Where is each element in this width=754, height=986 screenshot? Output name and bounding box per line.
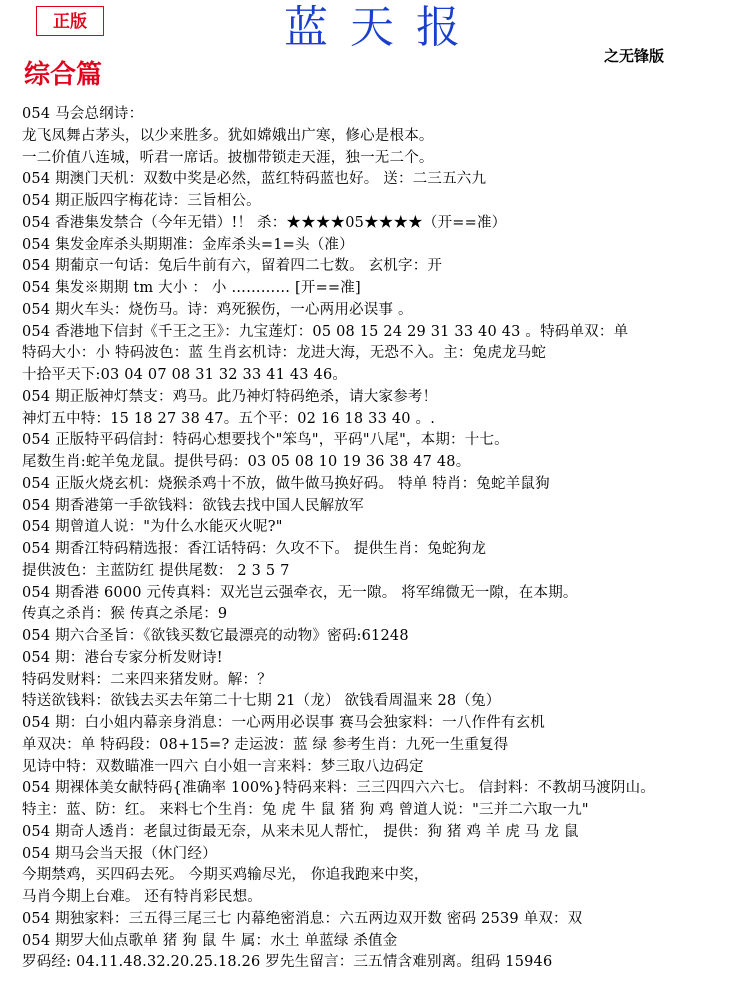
text-line: 特码大小：小 特码波色：蓝 生肖玄机诗：龙进大海，无恐不入。主：兔虎龙马蛇	[22, 345, 547, 362]
authentic-badge: 正版	[36, 6, 104, 36]
text-line: 054 期罗大仙点歌单 猪 狗 鼠 牛 属：水土 单蓝绿 杀值金	[22, 932, 398, 949]
text-line: 一二价值八连城，听君一席话。披枷带锁走天涯，独一无二个。	[22, 149, 434, 166]
text-line: 054 期澳门天机：双数中奖是必然，蓝红特码蓝也好。 送：二三五六九	[22, 171, 487, 188]
newspaper-title: 蓝天报	[284, 2, 482, 53]
text-line: 马肖今期上台难。 还有特肖彩民想。	[22, 889, 263, 905]
text-line: 神灯五中特：15 18 27 38 47。五个平：02 16 18 33 40 。.	[22, 410, 435, 427]
section-heading: 综合篇	[24, 60, 103, 90]
text-line: 054 集发※期期 tm 大小 ： 小 ………… [开==准]	[22, 280, 361, 296]
text-line: 十拾平天下:03 04 07 08 31 32 33 41 43 46。	[22, 367, 348, 383]
text-line: 054 期正版四字梅花诗：三旨相公。	[22, 193, 261, 209]
text-line: 054 正版火烧玄机：烧猴杀鸡十不放，做牛做马换好码。 特单 特肖：兔蛇羊鼠狗	[22, 475, 550, 492]
text-line: 054 期曾道人说："为什么水能灭火呢?"	[22, 519, 283, 536]
text-line: 054 期火车头：烧伤马。诗：鸡死猴伤，一心两用必误事 。	[22, 301, 413, 318]
text-line: 054 期奇人透肖：老鼠过街最无奈，从来未见人帮忙， 提供：狗 猪 鸡 羊 虎 马 龙 鼠	[22, 823, 579, 840]
text-line: 提供波色：主蓝防红 提供尾数： 2 3 5 7	[22, 562, 290, 579]
article-body	[22, 104, 750, 974]
text-line: 054 正版特平码信封：特码心想要找个"笨鸟"，平码"八尾"，本期：十七。	[22, 432, 509, 449]
text-line: 传真之杀肖：猴 传真之杀尾：9	[22, 606, 228, 623]
text-line: 054 期：港台专家分析发财诗!	[22, 649, 223, 666]
text-line: 054 期：白小姐内幕亲身消息：一心两用必误事 赛马会独家料：一八作件有玄机	[22, 715, 545, 731]
text-line: 054 期香江特码精选报：香江话特码：久攻不下。 提供生肖：兔蛇狗龙	[22, 541, 487, 557]
text-line: 054 期正版神灯禁支：鸡马。此乃神灯特码绝杀，请大家参考！	[22, 388, 438, 405]
text-line: 今期禁鸡，买四码去死。 今期买鸡输尽光， 你追我跑来中奖，	[22, 867, 429, 884]
text-line: 龙飞凤舞占茅头，以少来胜多。犹如嫦娥出广寒，修心是根本。	[22, 127, 434, 144]
text-line: 特主：蓝、防：红。 来料七个生肖：兔 虎 牛 鼠 猪 狗 鸡 曾道人说："三并二六取一九"	[22, 802, 589, 818]
text-line: 054 期香港第一手欲钱料：欲钱去找中国人民解放军	[22, 497, 364, 514]
text-line: 054 期六合圣旨：《欲钱买数它最漂亮的动物》密码:61248	[22, 628, 409, 644]
edition-label: 之无锋版	[604, 47, 665, 65]
text-line: 单双决：单 特码段：08+15=? 走运波：蓝 绿 参考生肖：九死一生重复得	[22, 736, 509, 753]
text-line: 尾数生肖:蛇羊兔龙鼠。提供号码：03 05 08 10 19 36 38 47 48。	[22, 454, 471, 470]
text-line: 见诗中特：双数瞄准一四六 白小姐一言来料：梦三取八边码定	[22, 758, 424, 775]
text-line: 特送欲钱料：欲钱去买去年第二十七期 21（龙） 欲钱看周温来 28（兔）	[22, 693, 501, 710]
text-line: 054 期香港 6000 元传真料：双光岂云强牵衣，无一隙。 将军绵微无一隙，在本期。	[22, 584, 578, 601]
text-line: 054 马会总纲诗：	[22, 106, 144, 122]
text-line: 054 期裸体美女献特码{准确率 100%}特码来料：三三四四六六七。 信封料：不教胡马渡阴山。	[22, 780, 656, 797]
text-line: 罗码经: 04.11.48.32.20.25.18.26 罗先生留言：三五情含难别离。组码 15946	[22, 954, 553, 971]
text-line: 特码发财料：二来四来猪发财。解：？	[22, 671, 272, 688]
text-line: 054 香港集发禁合（今年无错）!！ 杀：★★★★05★★★★（开==准）	[22, 214, 507, 231]
text-line: 054 期葡京一句话：兔后牛前有六，留着四二七数。 玄机字：开	[22, 258, 443, 275]
text-line: 054 期马会当天报（休门经）	[22, 845, 217, 862]
text-line: 054 期独家料：三五得三尾三七 内幕绝密消息：六五两边双开数 密码 2539 单双：双	[22, 910, 583, 927]
text-line: 054 香港地下信封《千王之王》：九宝莲灯：05 08 15 24 29 31 33 40 43 。特码单双：单	[22, 323, 629, 340]
text-line: 054 集发金库杀头期期准：金库杀头=1=头（准）	[22, 236, 354, 253]
